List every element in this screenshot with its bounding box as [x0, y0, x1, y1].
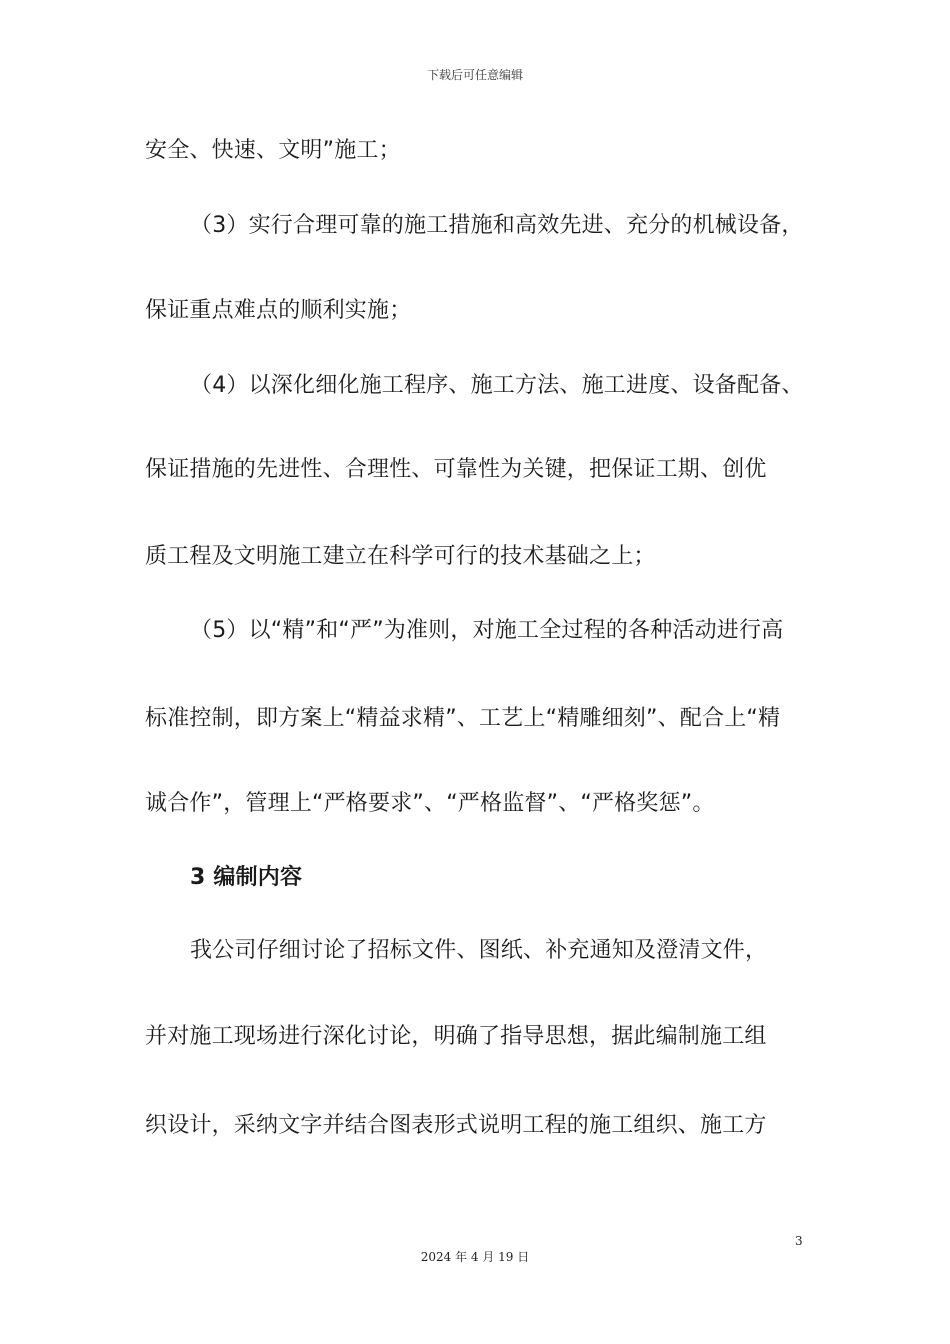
body-line: 我公司仔细讨论了招标文件、图纸、补充通知及澄清文件， — [190, 938, 768, 963]
page-header: 下载后可任意编辑 — [426, 68, 523, 82]
footer-date: 2024 年 4 月 19 日 — [420, 1250, 530, 1264]
page-number: 3 — [795, 1234, 803, 1248]
body-line: （5）以“精”和“严”为准则，对施工全过程的各种活动进行高 — [190, 618, 784, 643]
body-line: 安全、快速、文明”施工； — [145, 138, 401, 163]
body-line: 标准控制，即方案上“精益求精”、工艺上“精雕细刻”、配合上“精 — [145, 706, 781, 731]
body-line: 织设计，采纳文字并结合图表形式说明工程的施工组织、施工方 — [145, 1113, 767, 1138]
body-line: （4）以深化细化施工程序、施工方法、施工进度、设备配备、 — [190, 373, 804, 398]
body-line: 质工程及文明施工建立在科学可行的技术基础之上； — [145, 544, 656, 569]
body-line: 并对施工现场进行深化讨论，明确了指导思想，据此编制施工组 — [145, 1024, 767, 1049]
body-line: （3）实行合理可靠的施工措施和高效先进、充分的机械设备， — [190, 213, 804, 238]
body-line: 保证措施的先进性、合理性、可靠性为关键，把保证工期、创优 — [145, 457, 767, 482]
section-heading: 3 编制内容 — [190, 865, 303, 890]
body-line: 保证重点难点的顺利实施； — [145, 298, 412, 323]
body-line: 诚合作”，管理上“严格要求”、“严格监督”、“严格奖惩”。 — [145, 791, 715, 816]
